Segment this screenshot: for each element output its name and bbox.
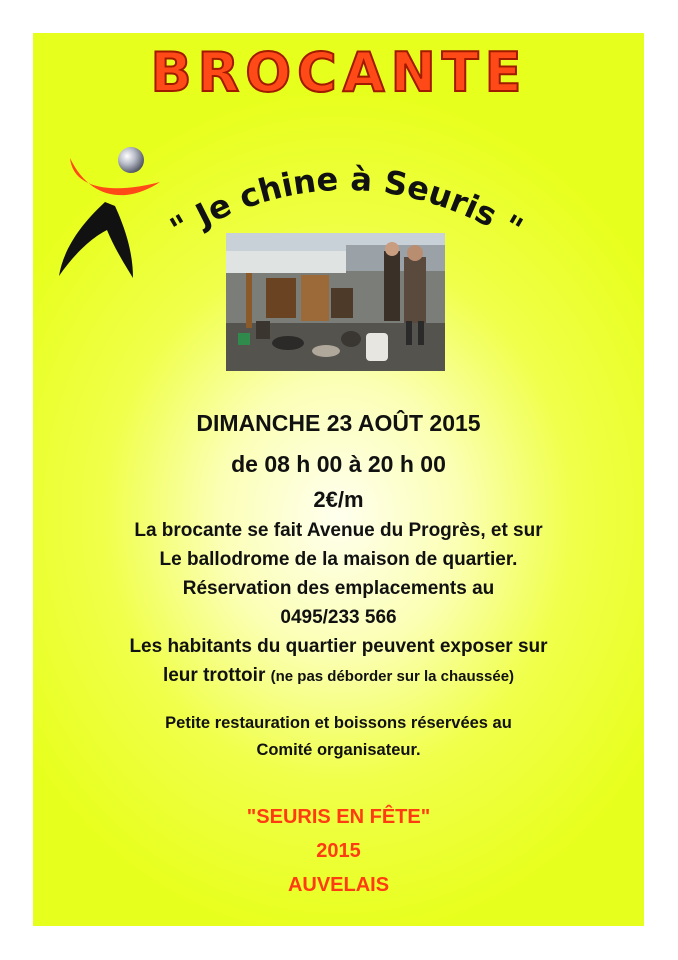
organizer-name: "SEURIS EN FÊTE" [246, 806, 431, 828]
event-date: DIMANCHE 23 AOÛT 2015 [196, 410, 481, 436]
description-line-location: La brocante se fait Avenue du Progrès, et sur [134, 520, 543, 541]
sidewalk-note: (ne pas déborder sur la chaussée) [270, 668, 515, 685]
organizer-town: AUVELAIS [287, 874, 390, 896]
organizer-footer [33, 800, 644, 902]
organizer-year: 2015 [316, 840, 361, 862]
poster-title: BROCANTE [150, 41, 528, 104]
description-line-sidewalk [33, 661, 644, 691]
catering-line-2: Comité organisateur. [256, 741, 421, 759]
slogan-text: " Je chine à Seuris " [163, 159, 530, 249]
event-price: 2€/m [313, 487, 364, 512]
brocante-photo [226, 233, 445, 371]
reservation-phone: 0495/233 566 [280, 607, 397, 628]
description-line-ballodrome: Le ballodrome de la maison de quartier. [159, 549, 518, 570]
catering-line-1: Petite restauration et boissons réservées au [165, 714, 512, 732]
event-description [33, 516, 644, 691]
sidewalk-label: leur trottoir [162, 665, 266, 686]
description-line-residents: Les habitants du quartier peuvent exposer sur [129, 636, 548, 657]
ball-icon [118, 147, 144, 173]
description-line-reservation: Réservation des emplacements au [182, 578, 495, 599]
event-hours: de 08 h 00 à 20 h 00 [231, 451, 446, 477]
catering-info [33, 710, 644, 764]
